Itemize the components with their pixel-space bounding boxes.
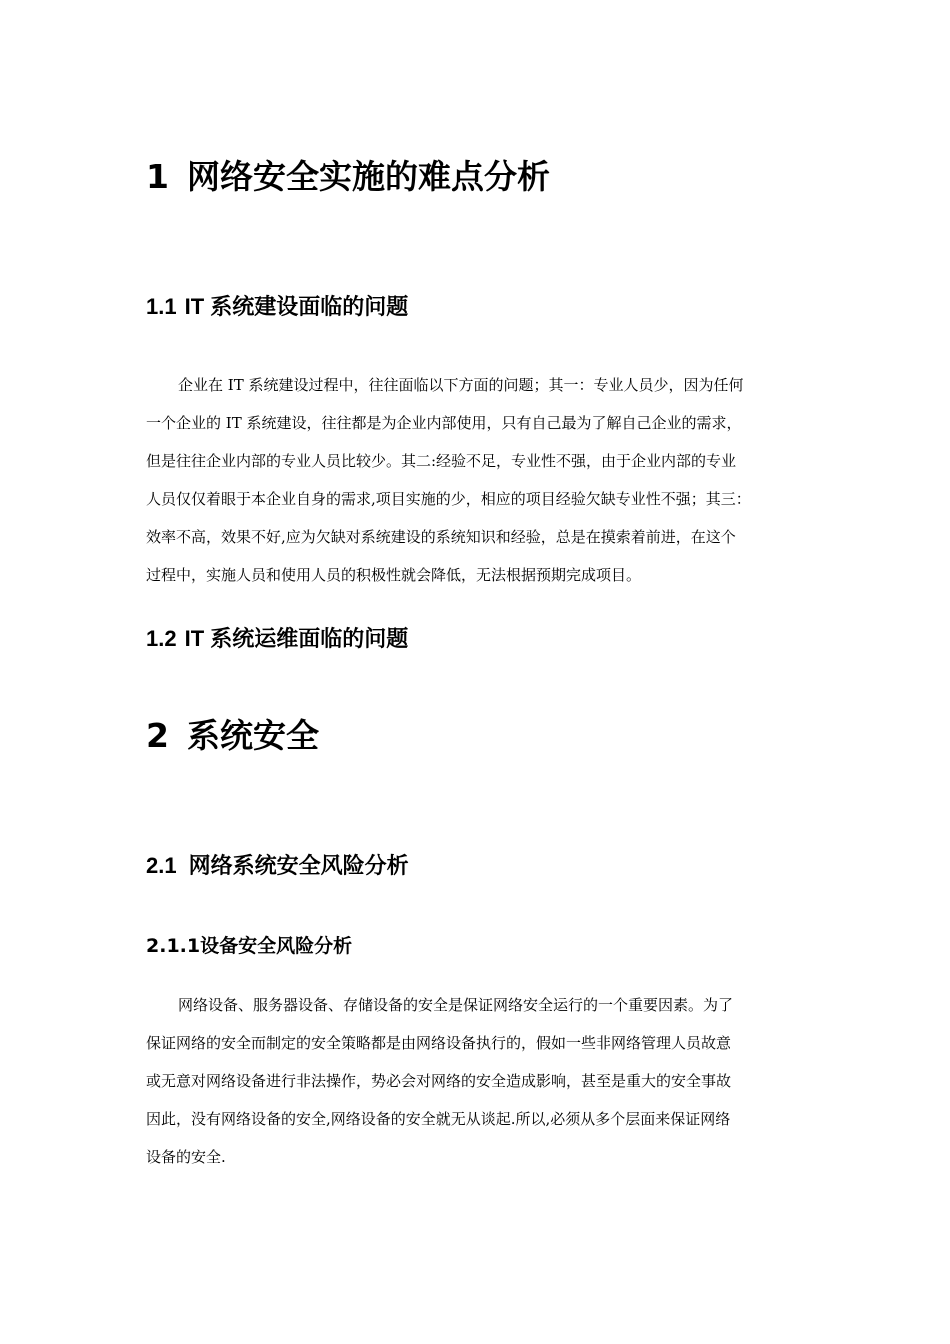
paragraph-line: 或无意对网络设备进行非法操作，势必会对网络的安全造成影响，甚至是重大的安全事故 [146,1072,732,1090]
section-1-heading [146,157,550,197]
paragraph-line: 因此，没有网络设备的安全,网络设备的安全就无从谈起.所以,必须从多个层面来保证网络 [146,1110,731,1128]
subsection-title: 网络系统安全风险分析 [188,853,409,878]
paragraph-line: 但是往往企业内部的专业人员比较少。其二:经验不足，专业性不强，由于企业内部的专业 [146,452,737,470]
paragraph-line: 效率不高，效果不好,应为欠缺对系统建设的系统知识和经验，总是在摸索着前进，在这个 [146,528,736,546]
subsection-1-2-heading [146,625,408,653]
paragraph-1-1 [146,366,816,594]
section-number: 1 [146,157,169,196]
subsubsection-title: 设备安全风险分析 [200,935,353,957]
subsection-number: 2.1 [146,853,177,878]
subsection-number: 1.1 [146,294,177,319]
subsection-title: IT 系统建设面临的问题 [184,294,409,319]
section-title: 网络安全实施的难点分析 [186,157,550,196]
subsubsection-2-1-1-heading [146,934,352,958]
section-title: 系统安全 [186,716,319,755]
paragraph-line: 一个企业的 IT 系统建设，往往都是为企业内部使用，只有自己最为了解自己企业的需求， [146,414,742,432]
subsection-title: IT 系统运维面临的问题 [184,626,409,651]
subsection-1-1-heading [146,293,408,321]
paragraph-2-1-1 [146,986,816,1176]
section-number: 2 [146,716,169,755]
paragraph-line: 人员仅仅着眼于本企业自身的需求,项目实施的少，相应的项目经验欠缺专业性不强；其三： [146,490,751,508]
paragraph-line: 设备的安全. [146,1148,226,1166]
paragraph-line: 过程中，实施人员和使用人员的积极性就会降低，无法根据预期完成项目。 [146,566,642,584]
subsection-2-1-heading [146,852,409,880]
subsubsection-number: 2.1.1 [146,935,201,957]
paragraph-line: 网络设备、服务器设备、存储设备的安全是保证网络安全运行的一个重要因素。为了 [178,996,734,1014]
subsection-number: 1.2 [146,626,177,651]
paragraph-line: 保证网络的安全而制定的安全策略都是由网络设备执行的，假如一些非网络管理人员故意 [146,1034,732,1052]
section-2-heading [146,716,319,756]
paragraph-line: 企业在 IT 系统建设过程中，往往面临以下方面的问题；其一：专业人员少，因为任何 [178,376,744,394]
